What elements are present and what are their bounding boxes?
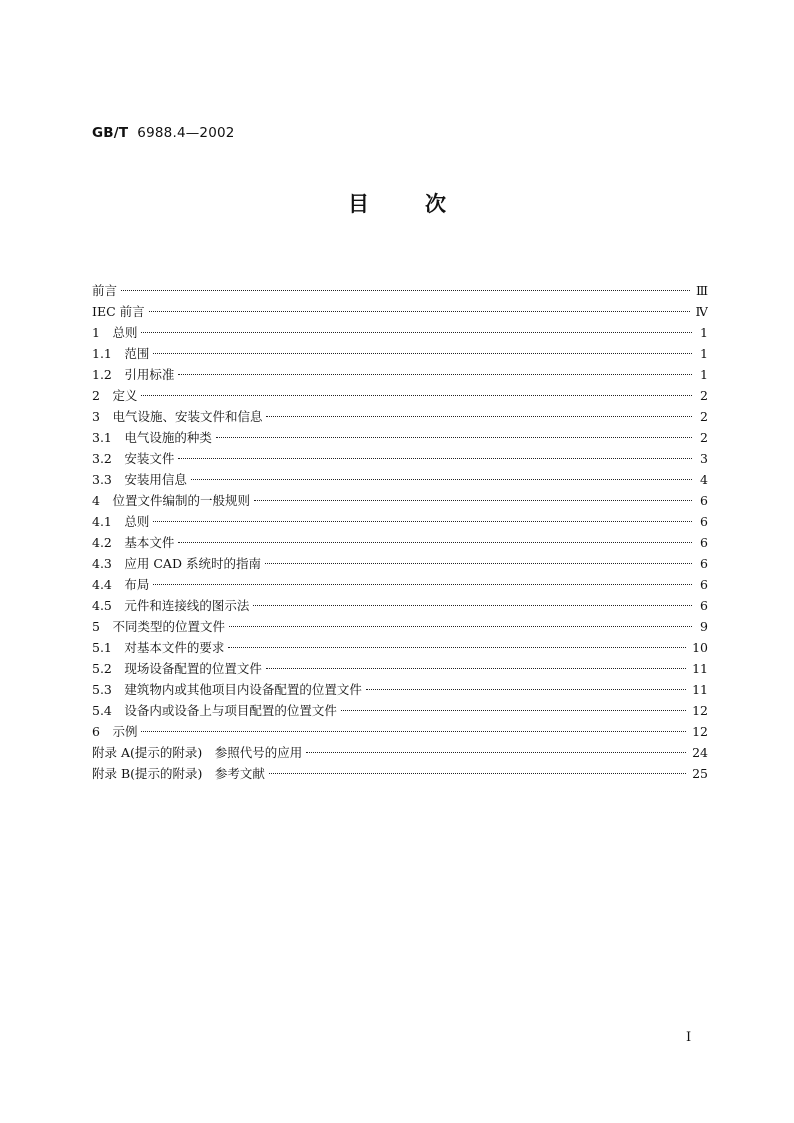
standard-designation: 6988.4—2002 (137, 125, 235, 141)
toc-entry-page: 1 (700, 325, 708, 340)
toc-entry-label: IEC 前言 (92, 304, 145, 319)
toc-entry[interactable] (92, 721, 708, 742)
toc-entry-label: 4.1 总则 (92, 514, 150, 529)
toc-entry[interactable] (92, 448, 708, 469)
toc-leader-dots (216, 437, 692, 438)
toc-entry-page: 2 (700, 409, 708, 424)
toc-entry[interactable] (92, 490, 708, 511)
table-of-contents (92, 280, 708, 784)
toc-entry[interactable] (92, 763, 708, 784)
toc-entry[interactable] (92, 595, 708, 616)
toc-leader-dots (269, 773, 686, 774)
toc-leader-dots (178, 374, 692, 375)
toc-entry[interactable] (92, 742, 708, 763)
toc-entry-page: 3 (700, 451, 708, 466)
toc-entry-page: 25 (692, 766, 708, 781)
toc-entry[interactable] (92, 364, 708, 385)
toc-entry-label: 附录 A(提示的附录) 参照代号的应用 (92, 745, 303, 760)
toc-entry-page: 11 (692, 661, 708, 676)
toc-entry-page: 2 (700, 430, 708, 445)
toc-leader-dots (228, 647, 686, 648)
toc-entry-label: 前言 (92, 283, 118, 298)
toc-leader-dots (266, 416, 692, 417)
toc-entry[interactable] (92, 637, 708, 658)
toc-entry-label: 5.1 对基本文件的要求 (92, 640, 225, 655)
toc-entry-page: 24 (692, 745, 708, 760)
toc-entry[interactable] (92, 280, 708, 301)
toc-entry-label: 4.2 基本文件 (92, 535, 175, 550)
toc-leader-dots (366, 689, 686, 690)
toc-leader-dots (253, 605, 692, 606)
toc-entry-label: 5.2 现场设备配置的位置文件 (92, 661, 262, 676)
toc-entry-page: 4 (700, 472, 708, 487)
toc-entry[interactable] (92, 553, 708, 574)
toc-entry-page: 1 (700, 367, 708, 382)
toc-entry[interactable] (92, 700, 708, 721)
toc-entry-label: 附录 B(提示的附录) 参考文献 (92, 766, 265, 781)
toc-entry-page: 6 (700, 514, 708, 529)
toc-entry-page: 12 (692, 703, 708, 718)
toc-leader-dots (191, 479, 692, 480)
toc-entry-label: 3.1 电气设施的种类 (92, 430, 212, 445)
toc-entry-label: 4.4 布局 (92, 577, 150, 592)
toc-entry-page: 6 (700, 535, 708, 550)
toc-entry-label: 1.1 范围 (92, 346, 150, 361)
toc-entry-page: 1 (700, 346, 708, 361)
toc-entry-label: 1.2 引用标准 (92, 367, 175, 382)
standard-code: GB/T (92, 125, 129, 141)
toc-entry[interactable] (92, 469, 708, 490)
toc-entry-page: 2 (700, 388, 708, 403)
toc-entry-page: 9 (700, 619, 708, 634)
toc-entry-label: 5 不同类型的位置文件 (92, 619, 225, 634)
toc-entry[interactable] (92, 427, 708, 448)
toc-entry-page: 6 (700, 577, 708, 592)
toc-entry[interactable] (92, 616, 708, 637)
toc-entry-label: 3.2 安装文件 (92, 451, 175, 466)
toc-entry-label: 6 示例 (92, 724, 138, 739)
toc-leader-dots (153, 521, 692, 522)
toc-entry[interactable] (92, 658, 708, 679)
toc-leader-dots (178, 542, 692, 543)
toc-entry-label: 5.3 建筑物内或其他项目内设备配置的位置文件 (92, 682, 362, 697)
toc-entry-label: 5.4 设备内或设备上与项目配置的位置文件 (92, 703, 337, 718)
toc-leader-dots (306, 752, 686, 753)
toc-entry-label: 4.3 应用 CAD 系统时的指南 (92, 556, 261, 571)
page-title: 目次 (348, 192, 502, 216)
toc-leader-dots (229, 626, 692, 627)
toc-entry[interactable] (92, 574, 708, 595)
toc-leader-dots (178, 458, 692, 459)
toc-entry[interactable] (92, 406, 708, 427)
toc-entry-page: Ⅳ (695, 304, 708, 319)
toc-leader-dots (121, 290, 690, 291)
toc-entry[interactable] (92, 532, 708, 553)
toc-entry-page: 6 (700, 493, 708, 508)
toc-entry[interactable] (92, 679, 708, 700)
page-number: I (686, 1030, 692, 1045)
standard-number (92, 125, 235, 141)
toc-entry-page: 6 (700, 556, 708, 571)
toc-leader-dots (141, 395, 692, 396)
toc-leader-dots (341, 710, 686, 711)
toc-entry-label: 3.3 安装用信息 (92, 472, 187, 487)
toc-entry-page: 10 (692, 640, 708, 655)
toc-entry-page: Ⅲ (695, 283, 708, 298)
toc-entry-page: 12 (692, 724, 708, 739)
toc-entry[interactable] (92, 511, 708, 532)
toc-entry-label: 2 定义 (92, 388, 138, 403)
toc-entry[interactable] (92, 385, 708, 406)
toc-leader-dots (254, 500, 692, 501)
toc-leader-dots (153, 584, 692, 585)
toc-entry-label: 4.5 元件和连接线的图示法 (92, 598, 250, 613)
toc-leader-dots (266, 668, 686, 669)
toc-entry-page: 6 (700, 598, 708, 613)
toc-entry-label: 3 电气设施、安装文件和信息 (92, 409, 263, 424)
toc-entry[interactable] (92, 343, 708, 364)
toc-leader-dots (141, 332, 692, 333)
toc-leader-dots (149, 311, 690, 312)
toc-entry-page: 11 (692, 682, 708, 697)
toc-entry-label: 1 总则 (92, 325, 138, 340)
toc-entry-label: 4 位置文件编制的一般规则 (92, 493, 250, 508)
toc-entry[interactable] (92, 322, 708, 343)
toc-leader-dots (153, 353, 692, 354)
toc-leader-dots (265, 563, 692, 564)
toc-leader-dots (141, 731, 686, 732)
toc-entry[interactable] (92, 301, 708, 322)
